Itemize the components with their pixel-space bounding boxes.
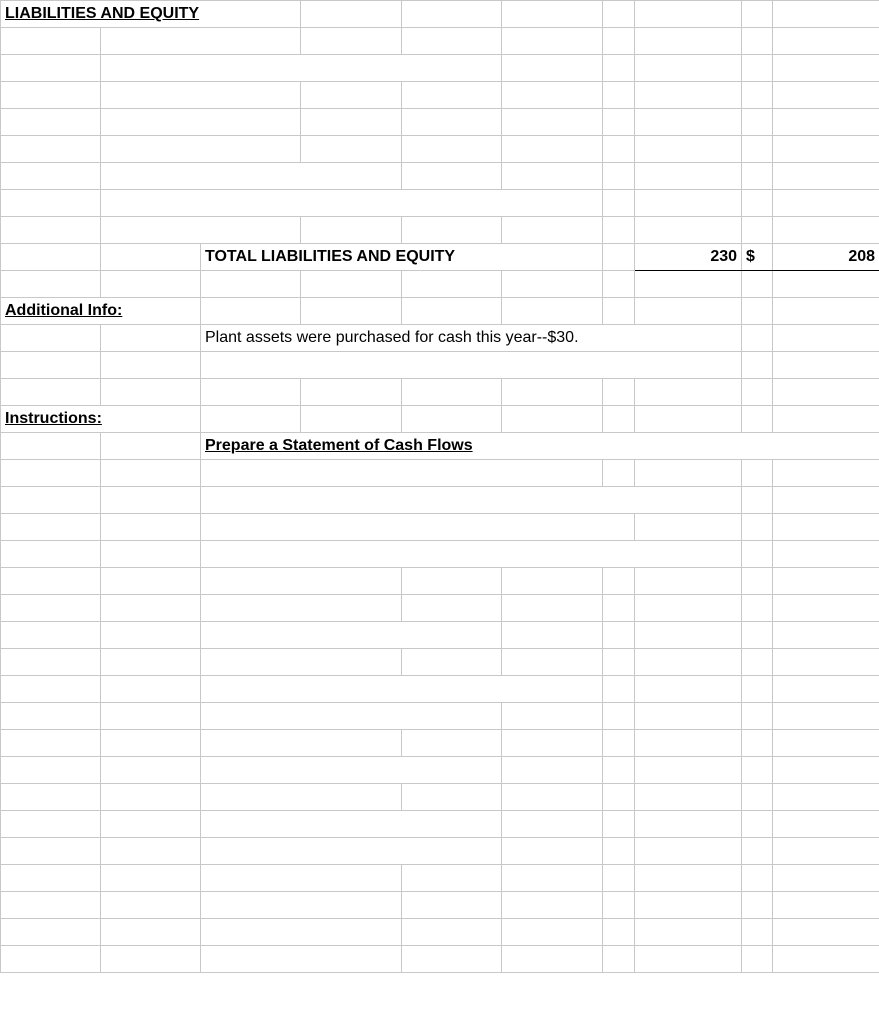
cell[interactable] xyxy=(773,298,879,325)
cell[interactable] xyxy=(635,460,742,487)
cell[interactable] xyxy=(742,1,773,28)
cell[interactable] xyxy=(635,865,742,892)
cell[interactable] xyxy=(742,82,773,109)
cell[interactable] xyxy=(1,190,101,217)
cell[interactable] xyxy=(201,757,502,784)
cell[interactable] xyxy=(301,109,402,136)
cell[interactable] xyxy=(773,325,879,352)
cell[interactable] xyxy=(101,703,201,730)
cell[interactable] xyxy=(402,28,502,55)
cell[interactable] xyxy=(201,892,402,919)
cell[interactable] xyxy=(1,109,101,136)
cell[interactable] xyxy=(101,838,201,865)
cell[interactable] xyxy=(773,28,879,55)
cell[interactable] xyxy=(1,271,101,298)
cell[interactable] xyxy=(635,271,742,298)
cell[interactable] xyxy=(773,784,879,811)
cell[interactable] xyxy=(773,460,879,487)
cell[interactable] xyxy=(502,838,603,865)
cell[interactable] xyxy=(101,352,201,379)
cell[interactable] xyxy=(742,730,773,757)
cell[interactable] xyxy=(742,757,773,784)
cell[interactable] xyxy=(1,244,101,271)
cell[interactable] xyxy=(502,784,603,811)
cell[interactable] xyxy=(773,757,879,784)
cell[interactable] xyxy=(742,217,773,244)
cell[interactable] xyxy=(773,622,879,649)
cell[interactable] xyxy=(101,892,201,919)
cell[interactable] xyxy=(502,163,603,190)
cell[interactable] xyxy=(502,406,603,433)
cell[interactable] xyxy=(603,190,635,217)
cell[interactable] xyxy=(742,595,773,622)
cell[interactable] xyxy=(773,406,879,433)
cell[interactable] xyxy=(1,514,101,541)
cell[interactable] xyxy=(101,568,201,595)
cell[interactable] xyxy=(635,946,742,973)
cell[interactable] xyxy=(101,136,301,163)
cell[interactable] xyxy=(603,946,635,973)
cell[interactable] xyxy=(603,649,635,676)
cell[interactable] xyxy=(101,82,301,109)
cell[interactable] xyxy=(402,217,502,244)
cell[interactable] xyxy=(301,271,402,298)
cell[interactable] xyxy=(635,298,742,325)
cell[interactable] xyxy=(101,595,201,622)
cell[interactable] xyxy=(101,433,201,460)
cell[interactable] xyxy=(635,838,742,865)
cell[interactable] xyxy=(502,217,603,244)
cell[interactable] xyxy=(742,946,773,973)
cell[interactable] xyxy=(635,379,742,406)
cell[interactable] xyxy=(742,649,773,676)
cell[interactable] xyxy=(773,703,879,730)
cell[interactable] xyxy=(502,946,603,973)
cell[interactable] xyxy=(402,595,502,622)
cell[interactable] xyxy=(1,595,101,622)
instructions-label: Instructions: xyxy=(1,406,201,433)
cell[interactable] xyxy=(101,757,201,784)
cell[interactable] xyxy=(603,406,635,433)
cell[interactable] xyxy=(773,676,879,703)
cell[interactable] xyxy=(402,379,502,406)
additional-info-label: Additional Info: xyxy=(1,298,201,325)
cell[interactable] xyxy=(201,919,402,946)
cell[interactable] xyxy=(101,379,201,406)
cell[interactable] xyxy=(742,55,773,82)
cell[interactable] xyxy=(635,784,742,811)
cell[interactable] xyxy=(635,703,742,730)
cell[interactable] xyxy=(502,892,603,919)
cell[interactable] xyxy=(603,703,635,730)
cell[interactable] xyxy=(742,811,773,838)
cell[interactable] xyxy=(635,622,742,649)
cell[interactable] xyxy=(742,919,773,946)
cell[interactable] xyxy=(603,865,635,892)
cell[interactable] xyxy=(1,568,101,595)
cell[interactable] xyxy=(201,487,742,514)
cell[interactable] xyxy=(635,811,742,838)
cell[interactable] xyxy=(773,190,879,217)
cell[interactable] xyxy=(635,595,742,622)
cell[interactable] xyxy=(1,622,101,649)
cell[interactable] xyxy=(603,1,635,28)
cell[interactable] xyxy=(301,406,402,433)
cell[interactable] xyxy=(1,757,101,784)
cell[interactable] xyxy=(773,217,879,244)
cell[interactable] xyxy=(742,622,773,649)
cell[interactable] xyxy=(502,568,603,595)
cell[interactable] xyxy=(101,190,603,217)
cell[interactable] xyxy=(1,433,101,460)
cell[interactable] xyxy=(1,55,101,82)
cell[interactable] xyxy=(635,28,742,55)
cell[interactable] xyxy=(635,136,742,163)
cell[interactable] xyxy=(635,568,742,595)
cell[interactable] xyxy=(1,730,101,757)
cell[interactable] xyxy=(603,460,635,487)
cell[interactable] xyxy=(603,55,635,82)
cell[interactable] xyxy=(201,460,603,487)
cell[interactable] xyxy=(201,730,402,757)
cell[interactable] xyxy=(1,82,101,109)
cell[interactable] xyxy=(742,379,773,406)
cell[interactable] xyxy=(502,271,603,298)
cell[interactable] xyxy=(502,298,603,325)
cell[interactable] xyxy=(1,865,101,892)
cell[interactable] xyxy=(742,568,773,595)
cell[interactable] xyxy=(402,892,502,919)
cell[interactable] xyxy=(1,649,101,676)
cell[interactable] xyxy=(635,892,742,919)
cell[interactable] xyxy=(635,730,742,757)
cell[interactable] xyxy=(301,136,402,163)
cell[interactable] xyxy=(101,460,201,487)
cell[interactable] xyxy=(773,109,879,136)
cell[interactable] xyxy=(1,838,101,865)
cell[interactable] xyxy=(101,730,201,757)
cell[interactable] xyxy=(101,55,502,82)
cell[interactable] xyxy=(773,514,879,541)
cell[interactable] xyxy=(742,406,773,433)
cell[interactable] xyxy=(502,649,603,676)
cell[interactable] xyxy=(201,811,502,838)
cell[interactable] xyxy=(201,595,402,622)
cell[interactable] xyxy=(502,82,603,109)
cell[interactable] xyxy=(603,298,635,325)
cell[interactable] xyxy=(742,676,773,703)
cell[interactable] xyxy=(101,28,301,55)
cell[interactable] xyxy=(742,109,773,136)
cell[interactable] xyxy=(101,541,201,568)
cell[interactable] xyxy=(773,55,879,82)
cell[interactable] xyxy=(201,352,742,379)
cell[interactable] xyxy=(502,919,603,946)
cell[interactable] xyxy=(201,541,742,568)
cell[interactable] xyxy=(201,703,502,730)
cell[interactable] xyxy=(603,811,635,838)
cell[interactable] xyxy=(502,109,603,136)
instructions-text: Prepare a Statement of Cash Flows xyxy=(201,433,879,460)
cell[interactable] xyxy=(603,109,635,136)
cell[interactable] xyxy=(1,379,101,406)
cell[interactable] xyxy=(603,730,635,757)
cell[interactable] xyxy=(603,163,635,190)
cell[interactable] xyxy=(201,298,301,325)
total-label: TOTAL LIABILITIES AND EQUITY xyxy=(201,244,603,271)
cell[interactable] xyxy=(201,865,402,892)
cell[interactable] xyxy=(402,298,502,325)
cell[interactable] xyxy=(773,649,879,676)
cell[interactable] xyxy=(773,838,879,865)
cell[interactable] xyxy=(101,676,201,703)
cell[interactable] xyxy=(502,1,603,28)
cell[interactable] xyxy=(402,271,502,298)
cell[interactable] xyxy=(603,622,635,649)
cell[interactable] xyxy=(742,703,773,730)
cell[interactable] xyxy=(101,109,301,136)
cell[interactable] xyxy=(603,217,635,244)
cell[interactable] xyxy=(201,271,301,298)
cell[interactable] xyxy=(301,379,402,406)
cell[interactable] xyxy=(1,919,101,946)
cell[interactable] xyxy=(742,136,773,163)
cell[interactable] xyxy=(1,703,101,730)
cell[interactable] xyxy=(1,892,101,919)
cell[interactable] xyxy=(101,622,201,649)
cell[interactable] xyxy=(635,919,742,946)
cell[interactable] xyxy=(402,82,502,109)
cell[interactable] xyxy=(635,82,742,109)
cell[interactable] xyxy=(402,109,502,136)
cell[interactable] xyxy=(402,1,502,28)
section-title: LIABILITIES AND EQUITY xyxy=(1,1,301,28)
cell[interactable] xyxy=(603,568,635,595)
cell[interactable] xyxy=(1,676,101,703)
cell[interactable] xyxy=(402,649,502,676)
cell[interactable] xyxy=(742,352,773,379)
cell[interactable] xyxy=(502,55,603,82)
cell[interactable] xyxy=(1,28,101,55)
cell[interactable] xyxy=(201,568,402,595)
cell[interactable] xyxy=(402,784,502,811)
currency-symbol: $ xyxy=(742,244,773,271)
cell[interactable] xyxy=(635,1,742,28)
cell[interactable] xyxy=(635,514,742,541)
cell[interactable] xyxy=(635,190,742,217)
cell[interactable] xyxy=(635,676,742,703)
cell[interactable] xyxy=(603,136,635,163)
cell[interactable] xyxy=(773,352,879,379)
cell[interactable] xyxy=(742,865,773,892)
cell[interactable] xyxy=(101,163,402,190)
cell[interactable] xyxy=(101,784,201,811)
cell[interactable] xyxy=(603,892,635,919)
total-prior-value[interactable]: 208 xyxy=(773,244,879,271)
cell[interactable] xyxy=(773,811,879,838)
cell[interactable] xyxy=(742,838,773,865)
cell[interactable] xyxy=(742,190,773,217)
cell[interactable] xyxy=(773,487,879,514)
cell[interactable] xyxy=(603,919,635,946)
cell[interactable] xyxy=(635,757,742,784)
cell[interactable] xyxy=(635,406,742,433)
cell[interactable] xyxy=(742,514,773,541)
cell[interactable] xyxy=(635,163,742,190)
cell[interactable] xyxy=(773,82,879,109)
cell[interactable] xyxy=(301,82,402,109)
cell[interactable] xyxy=(773,595,879,622)
cell[interactable] xyxy=(603,379,635,406)
cell[interactable] xyxy=(101,217,301,244)
cell[interactable] xyxy=(201,676,603,703)
cell[interactable] xyxy=(402,946,502,973)
cell[interactable] xyxy=(1,541,101,568)
cell[interactable] xyxy=(603,82,635,109)
cell[interactable] xyxy=(742,298,773,325)
cell[interactable] xyxy=(742,541,773,568)
cell[interactable] xyxy=(101,946,201,973)
cell[interactable] xyxy=(603,838,635,865)
cell[interactable] xyxy=(635,217,742,244)
cell[interactable] xyxy=(301,298,402,325)
cell[interactable] xyxy=(1,217,101,244)
cell[interactable] xyxy=(603,784,635,811)
cell[interactable] xyxy=(773,1,879,28)
cell[interactable] xyxy=(1,811,101,838)
cell[interactable] xyxy=(502,811,603,838)
cell[interactable] xyxy=(201,406,301,433)
cell[interactable] xyxy=(1,487,101,514)
cell[interactable] xyxy=(1,784,101,811)
cell[interactable] xyxy=(301,1,402,28)
cell[interactable] xyxy=(402,136,502,163)
cell[interactable] xyxy=(101,325,201,352)
cell[interactable] xyxy=(201,379,301,406)
cell[interactable] xyxy=(773,136,879,163)
cell[interactable] xyxy=(742,892,773,919)
cell[interactable] xyxy=(502,379,603,406)
cell[interactable] xyxy=(101,865,201,892)
cell[interactable] xyxy=(101,271,201,298)
cell[interactable] xyxy=(301,28,402,55)
cell[interactable] xyxy=(742,28,773,55)
cell[interactable] xyxy=(635,55,742,82)
cell[interactable] xyxy=(201,649,402,676)
cell[interactable] xyxy=(773,271,879,298)
cell[interactable] xyxy=(101,649,201,676)
cell[interactable] xyxy=(502,28,603,55)
cell[interactable] xyxy=(101,514,201,541)
cell[interactable] xyxy=(101,919,201,946)
cell[interactable] xyxy=(1,136,101,163)
cell[interactable] xyxy=(773,379,879,406)
cell[interactable] xyxy=(603,757,635,784)
cell[interactable] xyxy=(502,703,603,730)
cell[interactable] xyxy=(742,271,773,298)
cell[interactable] xyxy=(201,838,502,865)
cell[interactable] xyxy=(1,352,101,379)
additional-info-text: Plant assets were purchased for cash this year--$30. xyxy=(201,325,742,352)
cell[interactable] xyxy=(603,676,635,703)
cell[interactable] xyxy=(201,514,635,541)
cell[interactable] xyxy=(402,163,502,190)
cell[interactable] xyxy=(201,946,402,973)
cell[interactable] xyxy=(402,730,502,757)
cell[interactable] xyxy=(101,811,201,838)
cell[interactable] xyxy=(502,622,603,649)
cell[interactable] xyxy=(301,217,402,244)
cell[interactable] xyxy=(635,109,742,136)
cell[interactable] xyxy=(742,784,773,811)
cell[interactable] xyxy=(1,325,101,352)
cell[interactable] xyxy=(635,649,742,676)
cell[interactable] xyxy=(502,136,603,163)
cell[interactable] xyxy=(742,163,773,190)
cell[interactable] xyxy=(773,946,879,973)
cell[interactable] xyxy=(773,892,879,919)
cell[interactable] xyxy=(742,487,773,514)
cell[interactable] xyxy=(402,406,502,433)
cell[interactable] xyxy=(402,919,502,946)
cell[interactable] xyxy=(402,865,502,892)
cell[interactable] xyxy=(773,919,879,946)
cell[interactable] xyxy=(502,757,603,784)
cell[interactable] xyxy=(773,163,879,190)
cell[interactable] xyxy=(101,487,201,514)
cell[interactable] xyxy=(1,946,101,973)
cell[interactable] xyxy=(603,28,635,55)
cell[interactable] xyxy=(1,163,101,190)
cell[interactable] xyxy=(773,865,879,892)
cell[interactable] xyxy=(603,595,635,622)
cell[interactable] xyxy=(773,730,879,757)
cell[interactable] xyxy=(773,568,879,595)
cell[interactable] xyxy=(603,244,635,271)
cell[interactable] xyxy=(742,460,773,487)
cell[interactable] xyxy=(502,595,603,622)
cell[interactable] xyxy=(742,325,773,352)
cell[interactable] xyxy=(201,784,402,811)
cell[interactable] xyxy=(502,865,603,892)
total-current-value[interactable]: 230 xyxy=(635,244,742,271)
cell[interactable] xyxy=(1,460,101,487)
cell[interactable] xyxy=(402,568,502,595)
cell[interactable] xyxy=(101,244,201,271)
cell[interactable] xyxy=(603,271,635,298)
cell[interactable] xyxy=(773,541,879,568)
cell[interactable] xyxy=(502,730,603,757)
cell[interactable] xyxy=(201,622,502,649)
